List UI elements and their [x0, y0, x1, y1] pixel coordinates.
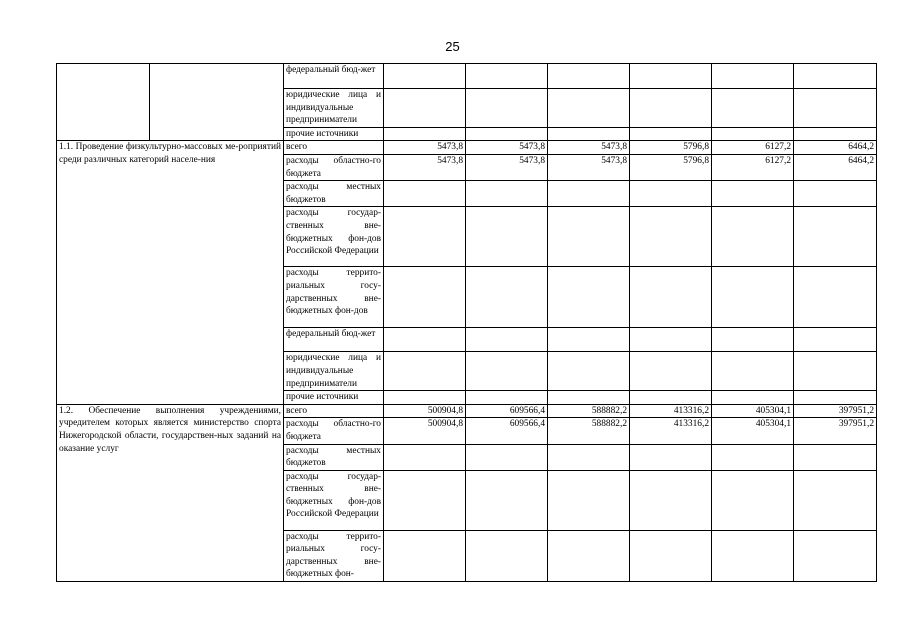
value-cell: 6464,2 — [794, 141, 877, 155]
source-legal-entities: юридические лица и индивидуальные предприниматели — [284, 89, 384, 128]
value-cell: 5473,8 — [384, 154, 466, 180]
value-cell: 397951,2 — [794, 404, 877, 418]
activity-label: 1.2. Обеспечение выполнения учреждениями, учредителем которых является министерство спорта Нижегородской области, государствен-ных заданий на оказание услуг — [57, 404, 284, 581]
source-other: прочие источники — [284, 391, 384, 405]
source-other: прочие источники — [284, 127, 384, 141]
budget-table — [56, 63, 877, 582]
source-territorial-offbudget: расходы террито-риальных госу-дарственных вне-бюджетных фон- — [284, 530, 384, 581]
value-cell: 413316,2 — [630, 418, 712, 444]
table-row — [57, 64, 877, 89]
value-cell: 588882,2 — [548, 418, 630, 444]
source-local: расходы местных бюджетов — [284, 444, 384, 470]
value-cell: 500904,8 — [384, 418, 466, 444]
source-state-offbudget: расходы государ-ственных вне-бюджетных фон-дов Российской Федерации — [284, 207, 384, 267]
empty-cell — [150, 64, 284, 141]
source-legal-entities: юридические лица и индивидуальные предприниматели — [284, 352, 384, 391]
source-territorial-offbudget: расходы террито-риальных госу-дарственных вне-бюджетных фон-дов — [284, 267, 384, 328]
source-local: расходы местных бюджетов — [284, 181, 384, 207]
value-cell: 609566,4 — [466, 418, 548, 444]
table-row — [57, 404, 877, 418]
value-cell: 413316,2 — [630, 404, 712, 418]
source-federal: федеральный бюд-жет — [284, 64, 384, 89]
value-cell: 6127,2 — [712, 141, 794, 155]
value-cell: 405304,1 — [712, 404, 794, 418]
value-cell: 5796,8 — [630, 154, 712, 180]
value-cell: 5473,8 — [384, 141, 466, 155]
value-cell: 6127,2 — [712, 154, 794, 180]
source-total: всего — [284, 141, 384, 155]
value-cell: 588882,2 — [548, 404, 630, 418]
value-cell: 5473,8 — [466, 154, 548, 180]
table-row — [57, 141, 877, 155]
source-state-offbudget: расходы государ-ственных вне-бюджетных фон-дов Российской Федерации — [284, 470, 384, 530]
source-regional: расходы областно-го бюджета — [284, 154, 384, 180]
value-cell: 397951,2 — [794, 418, 877, 444]
value-cell: 5473,8 — [548, 141, 630, 155]
value-cell: 5473,8 — [548, 154, 630, 180]
empty-cell — [57, 64, 150, 141]
activity-label: 1.1. Проведение физкультурно-массовых ме-роприятий среди различных категорий населе-ния — [57, 141, 284, 404]
value-cell: 6464,2 — [794, 154, 877, 180]
value-cell: 5796,8 — [630, 141, 712, 155]
source-total: всего — [284, 404, 384, 418]
source-federal: федеральный бюд-жет — [284, 328, 384, 352]
value-cell: 405304,1 — [712, 418, 794, 444]
value-cell: 500904,8 — [384, 404, 466, 418]
value-cell: 609566,4 — [466, 404, 548, 418]
value-cell: 5473,8 — [466, 141, 548, 155]
source-regional: расходы областно-го бюджета — [284, 418, 384, 444]
page-number: 25 — [445, 39, 460, 54]
